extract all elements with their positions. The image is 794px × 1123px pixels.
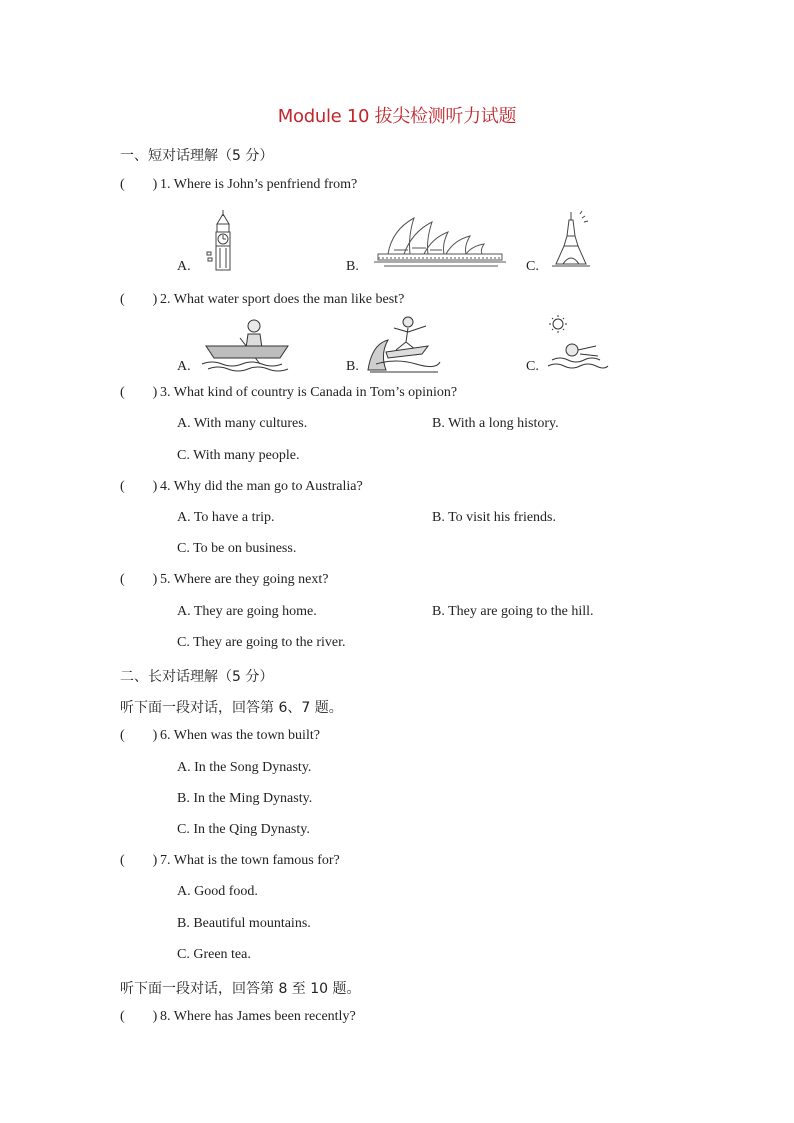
question-text: 8. Where has James been recently? bbox=[160, 1009, 356, 1024]
sydney-opera-house-icon bbox=[374, 210, 506, 270]
question-text: 5. Where are they going next? bbox=[160, 572, 329, 587]
question-text: 1. Where is John’s penfriend from? bbox=[160, 177, 358, 192]
option-c: C. Green tea. bbox=[177, 947, 251, 962]
option-label: C. bbox=[526, 359, 539, 374]
option-b: B. They are going to the hill. bbox=[432, 604, 594, 619]
option-label: B. bbox=[346, 259, 359, 274]
option-c: C. They are going to the river. bbox=[177, 635, 346, 650]
option-b: B. With a long history. bbox=[432, 416, 559, 431]
option-a: A. They are going home. bbox=[177, 604, 317, 619]
answer-blank[interactable]: ( ) bbox=[120, 853, 158, 868]
answer-blank[interactable]: ( ) bbox=[120, 479, 158, 494]
option-a: A. In the Song Dynasty. bbox=[177, 760, 312, 775]
question-text: 2. What water sport does the man like best? bbox=[160, 292, 405, 307]
option-label: A. bbox=[177, 259, 191, 274]
answer-blank[interactable]: ( ) bbox=[120, 572, 158, 587]
option-label: B. bbox=[346, 359, 359, 374]
section-heading-2: 二、长对话理解（5 分） bbox=[120, 669, 274, 685]
answer-blank[interactable]: ( ) bbox=[120, 728, 158, 743]
answer-blank[interactable]: ( ) bbox=[120, 385, 158, 400]
dialogue-intro: 听下面一段对话，回答第 8 至 10 题。 bbox=[120, 981, 361, 997]
option-c: C. To be on business. bbox=[177, 541, 297, 556]
option-label: A. bbox=[177, 359, 191, 374]
surfing-icon bbox=[366, 314, 442, 374]
answer-blank[interactable]: ( ) bbox=[120, 1009, 158, 1024]
option-label: C. bbox=[526, 259, 539, 274]
option-a: A. Good food. bbox=[177, 884, 258, 899]
section-heading-1: 一、短对话理解（5 分） bbox=[120, 148, 274, 164]
question-text: 4. Why did the man go to Australia? bbox=[160, 479, 363, 494]
rowing-boat-icon bbox=[200, 316, 292, 372]
option-b: B. Beautiful mountains. bbox=[177, 916, 311, 931]
option-a: A. To have a trip. bbox=[177, 510, 275, 525]
swimming-icon bbox=[546, 314, 608, 374]
eiffel-tower-icon bbox=[548, 210, 594, 270]
option-c: C. With many people. bbox=[177, 448, 300, 463]
answer-blank[interactable]: ( ) bbox=[120, 177, 158, 192]
option-a: A. With many cultures. bbox=[177, 416, 308, 431]
page-title: Module 10 拔尖检测听力试题 bbox=[277, 106, 517, 127]
question-text: 3. What kind of country is Canada in Tom’s opinion? bbox=[160, 385, 458, 400]
dialogue-intro: 听下面一段对话，回答第 6、7 题。 bbox=[120, 700, 343, 716]
answer-blank[interactable]: ( ) bbox=[120, 292, 158, 307]
option-b: B. To visit his friends. bbox=[432, 510, 556, 525]
question-text: 6. When was the town built? bbox=[160, 728, 320, 743]
question-text: 7. What is the town famous for? bbox=[160, 853, 340, 868]
big-ben-icon bbox=[205, 208, 245, 272]
option-b: B. In the Ming Dynasty. bbox=[177, 791, 313, 806]
option-c: C. In the Qing Dynasty. bbox=[177, 822, 310, 837]
